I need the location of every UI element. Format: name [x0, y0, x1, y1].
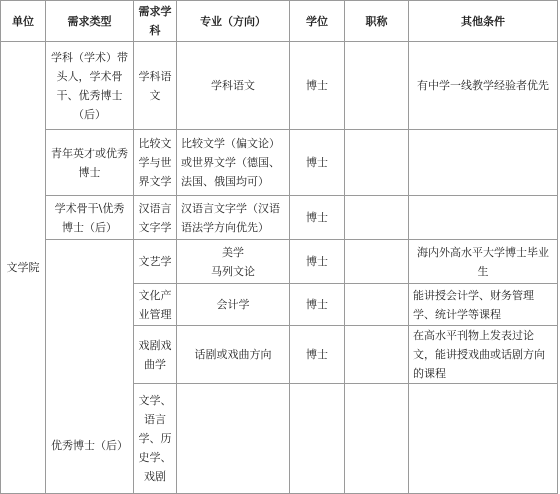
- title-cell: [345, 326, 409, 384]
- major-line: 美学: [222, 245, 244, 259]
- table-row: [1, 130, 558, 196]
- header-row: [1, 1, 558, 42]
- title-cell: [345, 196, 409, 240]
- conditions-cell: [409, 384, 558, 494]
- degree-cell: 博士: [290, 284, 345, 326]
- discipline-cell: 学科语文: [134, 42, 177, 130]
- major-cell: 比较文学（偏文论）或世界文学（德国、法国、俄国均可）: [177, 130, 290, 196]
- conditions-cell: 有中学一线教学经验者优先: [409, 42, 558, 130]
- discipline-cell: 文学、语言学、历史学、戏剧: [134, 384, 177, 494]
- header-title: 职称: [345, 1, 409, 42]
- conditions-cell: [409, 196, 558, 240]
- title-cell: [345, 240, 409, 284]
- major-cell: 汉语言文字学（汉语语法学方向优先）: [177, 196, 290, 240]
- major-cell: 会计学: [177, 284, 290, 326]
- conditions-cell: [409, 130, 558, 196]
- degree-cell: 博士: [290, 42, 345, 130]
- title-cell: [345, 42, 409, 130]
- demand-type-cell: 学术骨干\优秀博士（后）: [46, 196, 134, 240]
- unit-cell: 文学院: [1, 42, 46, 494]
- discipline-cell: 文化产业管理: [134, 284, 177, 326]
- title-cell: [345, 384, 409, 494]
- header-discipline: 需求学科: [134, 1, 177, 42]
- header-unit: 单位: [1, 1, 46, 42]
- discipline-cell: 戏剧戏曲学: [134, 326, 177, 384]
- table-row: [1, 42, 558, 130]
- degree-cell: 博士: [290, 326, 345, 384]
- demand-type-cell: 学科（学术）带头人，学术骨干、优秀博士（后）: [46, 42, 134, 130]
- degree-cell: 博士: [290, 240, 345, 284]
- demand-type-text: 优秀博士（后）: [51, 439, 128, 452]
- table-row: [1, 240, 558, 284]
- degree-cell: 博士: [290, 196, 345, 240]
- major-cell: [177, 240, 290, 284]
- title-cell: [345, 130, 409, 196]
- conditions-cell: 能讲授会计学、财务管理学、统计学等课程: [409, 284, 558, 326]
- major-cell: 话剧或戏曲方向: [177, 326, 290, 384]
- major-cell: 学科语文: [177, 42, 290, 130]
- header-demand-type: 需求类型: [46, 1, 134, 42]
- header-conditions: 其他条件: [409, 1, 558, 42]
- degree-cell: 博士: [290, 130, 345, 196]
- conditions-cell: 在高水平刊物上发表过论文，能讲授戏曲或话剧方向的课程: [409, 326, 558, 384]
- title-cell: [345, 284, 409, 326]
- major-line: 马列文论: [211, 264, 255, 278]
- discipline-cell: 比较文学与世界文学: [134, 130, 177, 196]
- header-major: 专业（方向）: [177, 1, 290, 42]
- discipline-cell: 汉语言文字学: [134, 196, 177, 240]
- major-cell: [177, 384, 290, 494]
- conditions-cell: 海内外高水平大学博士毕业生: [409, 240, 558, 284]
- table-row: [1, 196, 558, 240]
- header-degree: 学位: [290, 1, 345, 42]
- demand-type-cell: 青年英才或优秀博士: [46, 130, 134, 196]
- degree-cell: [290, 384, 345, 494]
- demand-type-cell: [46, 240, 134, 494]
- discipline-cell: 文艺学: [134, 240, 177, 284]
